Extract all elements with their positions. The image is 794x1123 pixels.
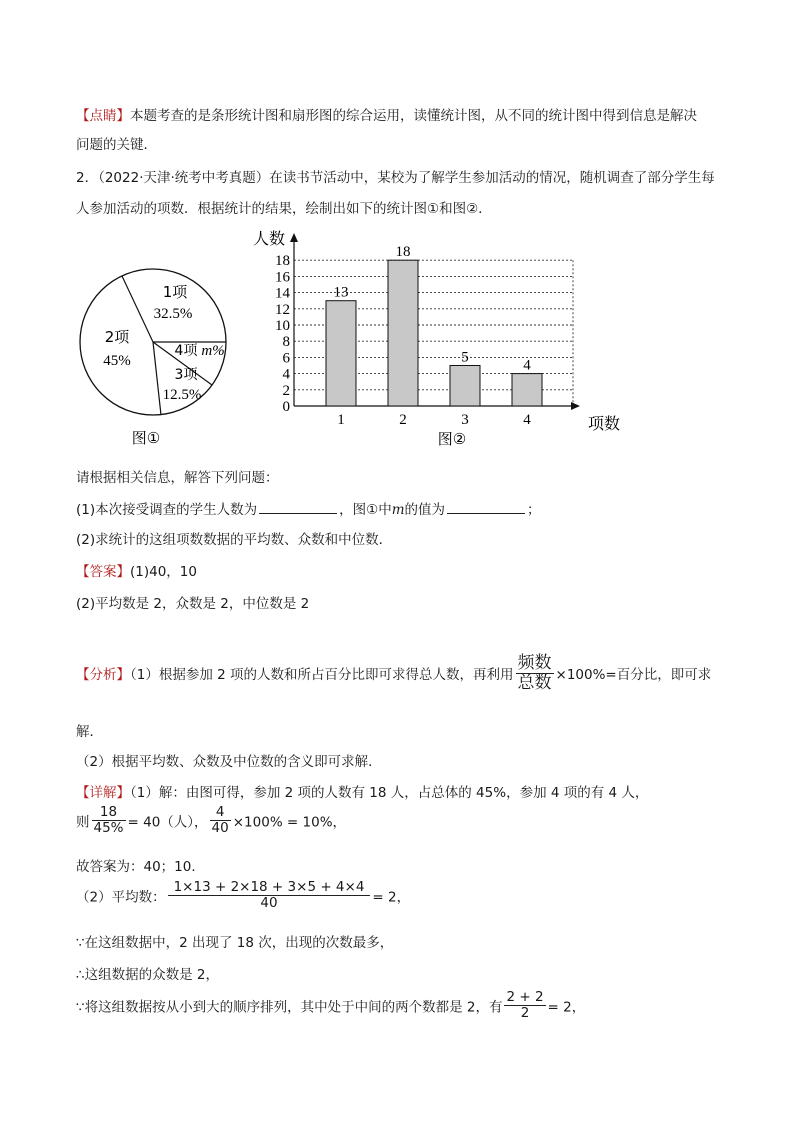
pie-label-4: 4项 — [174, 343, 198, 359]
detail-line-5: ∵在这组数据中，2 出现了 18 次，出现的次数最多， — [76, 935, 394, 951]
fraction-num: 2 + 2 — [506, 989, 544, 1005]
question-line-1: 2．（2022·天津·统考中考真题）在读书节活动中，某校为了解学生参加活动的情况，随机调查了部分学生每 — [76, 170, 715, 186]
bar — [512, 374, 542, 406]
detail-line-4 — [76, 880, 410, 911]
y-tick-label: 16 — [275, 269, 290, 286]
fraction-denominator: 总数 — [517, 672, 552, 693]
y-tick-label: 14 — [275, 285, 290, 302]
remark-tag: 【点睛】 — [76, 108, 130, 124]
fraction-den: 40 — [260, 894, 278, 911]
x-tick-label: 4 — [523, 412, 531, 428]
fraction-18-45 — [92, 805, 126, 836]
analysis-text-a: （1）根据参加 2 项的人数和所占百分比即可求得总人数，再利用 — [130, 667, 514, 684]
detail-line-3: 故答案为：40；10． — [76, 859, 205, 875]
bar-chart — [253, 229, 620, 448]
frequency-fraction — [516, 654, 554, 692]
pie-label-3: 3项 — [174, 367, 198, 383]
detail-4-pre: （2）平均数： — [76, 889, 166, 906]
pie-value-2: 45% — [103, 353, 131, 369]
pie-value-4: m% — [201, 343, 225, 359]
bar — [388, 260, 418, 406]
answer-1: (1)40，10 — [130, 564, 197, 580]
fraction-den: 2 — [520, 1004, 530, 1021]
answer-line-1 — [76, 560, 197, 580]
question-line-2: 人参加活动的项数．根据统计的结果，绘制出如下的统计图①和图②． — [76, 201, 492, 217]
analysis-text-b: ×100%=百分比，即可求 — [555, 667, 712, 684]
x-axis-arrow — [571, 402, 580, 410]
answer-tag: 【答案】 — [76, 564, 130, 580]
figures — [0, 225, 794, 465]
q1-part-c: 的值为 — [404, 502, 446, 518]
y-tick-labels — [275, 253, 291, 415]
x-tick-label: 1 — [337, 412, 345, 428]
detail-2-mid: = 40（人）， — [127, 814, 208, 831]
x-tick-label: 3 — [461, 412, 469, 428]
detail-line-7 — [76, 990, 585, 1021]
pie-label-1: 1项 — [162, 283, 188, 301]
pie-value-3: 12.5% — [162, 387, 202, 403]
y-axis-title: 人数 — [253, 229, 286, 248]
remark-line-1 — [76, 104, 697, 124]
detail-4-end: = 2， — [372, 889, 411, 906]
pie-value-1: 32.5% — [153, 306, 193, 322]
y-tick-label: 8 — [282, 334, 290, 351]
y-tick-label: 2 — [282, 382, 290, 399]
y-tick-label: 0 — [282, 399, 290, 415]
x-tick-labels — [337, 412, 531, 428]
analysis-line-2: 解． — [76, 724, 103, 740]
y-axis-arrow — [290, 233, 298, 242]
y-tick-label: 6 — [282, 350, 290, 367]
answer-line-2: (2)平均数是 2，众数是 2，中位数是 2 — [76, 596, 310, 612]
fraction-den: 40 — [211, 819, 229, 836]
detail-7-pre: ∵将这组数据按从小到大的顺序排列，其中处于中间的两个数都是 2，有 — [76, 999, 503, 1016]
detail-7-end: = 2， — [547, 999, 586, 1016]
fraction-den: 45% — [93, 819, 124, 836]
bar — [326, 301, 356, 406]
median-fraction — [504, 990, 545, 1021]
y-tick-label: 4 — [282, 366, 290, 383]
analysis-line-3: （2）根据平均数、众数及中位数的含义即可求解． — [76, 754, 382, 770]
pie-chart — [80, 269, 226, 447]
remark-text: 本题考查的是条形统计图和扇形图的综合运用，读懂统计图，从不同的统计图中得到信息是解决 — [130, 108, 697, 124]
analysis-tag: 【分析】 — [76, 667, 130, 684]
bar-caption: 图② — [437, 430, 467, 448]
detail-text-1: （1）解：由图可得，参加 2 项的人数有 18 人，占总体的 45%，参加 4 项的有 4 人， — [130, 785, 649, 801]
detail-line-6: ∴这组数据的众数是 2， — [76, 967, 219, 983]
detail-tag: 【详解】 — [76, 785, 130, 801]
q1-m: m — [391, 502, 405, 518]
answer-blank-2[interactable] — [447, 501, 525, 514]
q1-part-b: ，图①中 — [339, 502, 392, 518]
detail-line-1 — [76, 781, 648, 801]
bar-value-label: 13 — [333, 284, 349, 301]
ask-line: 请根据相关信息，解答下列问题： — [76, 470, 279, 486]
x-tick-label: 2 — [399, 412, 407, 428]
fraction-4-40 — [210, 805, 231, 836]
analysis-line-1 — [76, 654, 711, 702]
q1-part-a: (1)本次接受调查的学生人数为 — [76, 502, 258, 518]
bar — [450, 366, 480, 407]
y-tick-label: 18 — [275, 253, 290, 270]
detail-2-pre: 则 — [76, 814, 90, 831]
pie-label-2: 2项 — [104, 328, 130, 346]
mean-fraction — [168, 880, 371, 911]
bar-value-label: 4 — [523, 357, 531, 374]
sub-question-2: (2)求统计的这组项数数据的平均数、众数和中位数． — [76, 532, 393, 548]
detail-2-end: ×100% = 10%， — [232, 814, 347, 831]
q1-part-d: ； — [527, 502, 541, 518]
x-axis-title: 项数 — [588, 414, 621, 433]
pie-caption: 图① — [131, 429, 161, 447]
y-tick-label: 10 — [275, 318, 290, 334]
bar-value-label: 5 — [461, 349, 469, 366]
answer-blank-1[interactable] — [259, 501, 337, 514]
fraction-numerator: 频数 — [517, 653, 552, 673]
y-tick-label: 12 — [275, 301, 290, 318]
fraction-num: 1×13 + 2×18 + 3×5 + 4×4 — [168, 880, 371, 896]
fraction-num: 18 — [92, 805, 126, 821]
bar-value-label: 18 — [395, 244, 411, 261]
sub-question-1 — [76, 498, 541, 518]
detail-line-2 — [76, 805, 346, 836]
fraction-num: 4 — [210, 805, 231, 821]
remark-line-2: 问题的关键． — [76, 137, 157, 153]
